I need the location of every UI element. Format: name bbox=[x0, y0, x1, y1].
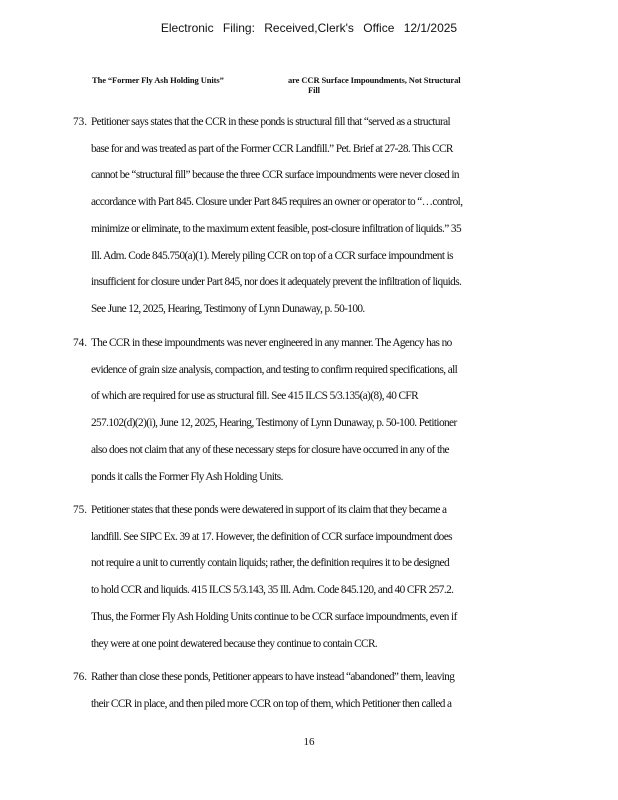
paragraph-number: 74. bbox=[73, 337, 88, 349]
paragraph-line: Petitioner states that these ponds were dewatered in support of its claim that they became a bbox=[91, 504, 447, 516]
paragraph-line: ponds it calls the Former Fly Ash Holding Units. bbox=[91, 470, 283, 483]
paragraph-body bbox=[91, 497, 593, 657]
running-header-right-line1: are CCR Surface Impoundments, Not Structural bbox=[288, 75, 461, 85]
paragraph-line: not require a unit to currently contain liquids; rather, the definition requires it to be designed bbox=[91, 557, 449, 570]
paragraph-body bbox=[91, 109, 593, 323]
paragraph-75 bbox=[73, 497, 593, 657]
paragraph-line: Rather than close these ponds, Petitioner appears to have instead “abandoned” them, leaving bbox=[91, 671, 455, 683]
paragraph-line: See June 12, 2025, Hearing, Testimony of Lynn Dunaway, p. 50-100. bbox=[91, 302, 365, 315]
page-number: 16 bbox=[303, 736, 315, 748]
paragraph-number: 73. bbox=[73, 116, 88, 128]
paragraph-line: insufficient for closure under Part 845, nor does it adequately prevent the infiltration of liquids. bbox=[91, 276, 462, 289]
paragraph-line: they were at one point dewatered because they continue to contain CCR. bbox=[91, 637, 378, 650]
filing-stamp: Electronic Filing: Received,Clerk's Office 12/1/2025 bbox=[160, 21, 458, 35]
paragraph-line: cannot be “structural fill” because the three CCR surface impoundments were never closed in bbox=[91, 169, 459, 182]
running-header-right bbox=[288, 75, 488, 95]
paragraph-line: minimize or eliminate, to the maximum extent feasible, post-closure infiltration of liquids.” 35 bbox=[91, 222, 462, 235]
paragraph-line: evidence of grain size analysis, compaction, and testing to confirm required specifications, all bbox=[91, 363, 458, 376]
running-header-right-line2: Fill bbox=[308, 85, 320, 95]
paragraph-73 bbox=[73, 109, 593, 323]
paragraph-line: also does not claim that any of these necessary steps for closure have occurred in any of the bbox=[91, 443, 449, 456]
paragraph-74 bbox=[73, 330, 593, 490]
paragraph-body bbox=[91, 664, 593, 717]
paragraph-line: 257.102(d)(2)(i), June 12, 2025, Hearing, Testimony of Lynn Dunaway, p. 50-100. Petitioner bbox=[91, 417, 457, 430]
running-header-left: The “Former Fly Ash Holding Units” bbox=[92, 75, 224, 85]
paragraph-line: their CCR in place, and then piled more CCR on top of them, which Petitioner then called a bbox=[91, 697, 452, 710]
paragraph-line: Ill. Adm. Code 845.750(a)(1). Merely piling CCR on top of a CCR surface impoundment is bbox=[91, 249, 453, 262]
paragraph-line: landfill. See SIPC Ex. 39 at 17. However, the definition of CCR surface impoundment does bbox=[91, 530, 452, 543]
paragraph-line: Petitioner says states that the CCR in these ponds is structural fill that “served as a structural bbox=[91, 116, 451, 128]
paragraph-number: 76. bbox=[73, 671, 88, 683]
paragraph-line: accordance with Part 845. Closure under Part 845 requires an owner or operator to “…control, bbox=[91, 196, 463, 209]
paragraph-number: 75. bbox=[73, 504, 88, 516]
paragraph-line: base for and was treated as part of the Former CCR Landfill.” Pet. Brief at 27-28. This CCR bbox=[91, 142, 453, 155]
paragraph-line: Thus, the Former Fly Ash Holding Units continue to be CCR surface impoundments, even if bbox=[91, 610, 457, 623]
paragraph-76 bbox=[73, 664, 593, 717]
paragraph-body bbox=[91, 330, 593, 490]
paragraph-line: of which are required for use as structural fill. See 415 ILCS 5/3.135(a)(8), 40 CFR bbox=[91, 390, 419, 403]
paragraph-line: to hold CCR and liquids. 415 ILCS 5/3.143, 35 Ill. Adm. Code 845.120, and 40 CFR 257.2. bbox=[91, 584, 454, 597]
paragraph-line: The CCR in these impoundments was never engineered in any manner. The Agency has no bbox=[91, 337, 452, 349]
